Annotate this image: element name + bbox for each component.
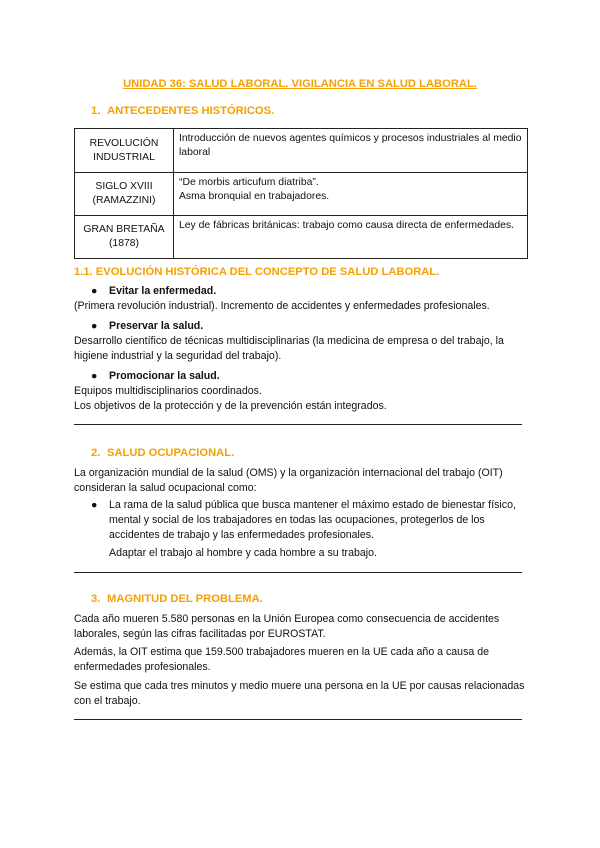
table-row — [75, 129, 528, 173]
bullet-label: Evitar la enfermedad. — [109, 285, 217, 297]
bullet-icon: ● — [91, 320, 98, 332]
table-cell-line: Ley de fábricas británicas: trabajo como causa directa de enfermedades. — [179, 220, 514, 231]
bullet-label: Preservar la salud. — [109, 320, 204, 332]
paragraph: La organización mundial de la salud (OMS) y la organización internacional del trabajo (OIT) consideran la salud ocupacional como: — [74, 467, 503, 494]
paragraph: Equipos multidisciplinarios coordinados. — [74, 385, 262, 397]
table-row — [75, 173, 528, 216]
section-2-heading-text: SALUD OCUPACIONAL. — [107, 447, 235, 459]
history-table — [74, 128, 528, 259]
list-item-text: La rama de la salud pública que busca mantener el máximo estado de bienestar físico, mental y social de los trabajadores en todas las ocupaciones, protegerlos de los accidentes de trabajo y las enfermedades profesionales. — [109, 499, 516, 541]
paragraph: Los objetivos de la protección y de la prevención están integrados. — [74, 400, 387, 412]
section-3-heading — [91, 592, 263, 607]
table-cell-line: “De morbis articufum diatriba”. — [179, 177, 319, 188]
section-3-heading-text: MAGNITUD DEL PROBLEMA. — [107, 593, 263, 605]
table-cell-period: REVOLUCIÓN INDUSTRIAL — [75, 129, 174, 173]
divider — [74, 719, 522, 720]
table-cell-description — [174, 129, 528, 173]
section-3-number: 3. — [91, 593, 101, 605]
bullet-promocionar — [91, 369, 220, 384]
divider — [74, 572, 522, 573]
section-1-heading — [91, 104, 274, 119]
table-cell-period: SIGLO XVIII (RAMAZZINI) — [75, 173, 174, 216]
section-2-heading — [91, 446, 234, 461]
page-title: UNIDAD 36: SALUD LABORAL. VIGILANCIA EN SALUD LABORAL. — [123, 78, 477, 90]
table-cell-line: Asma bronquial en trabajadores. — [179, 191, 330, 202]
section-1-1-heading: 1.1. EVOLUCIÓN HISTÓRICA DEL CONCEPTO DE SALUD LABORAL. — [74, 266, 440, 278]
divider — [74, 424, 522, 425]
paragraph: (Primera revolución industrial). Incremento de accidentes y enfermedades profesionales. — [74, 300, 490, 312]
paragraph: Adaptar el trabajo al hombre y cada hombre a su trabajo. — [109, 547, 377, 559]
table-cell-description — [174, 216, 528, 259]
section-1-number: 1. — [91, 105, 101, 117]
paragraph: Cada año mueren 5.580 personas en la Unión Europea como consecuencia de accidentes laborales, según las cifras facilitadas por EUROSTAT. — [74, 613, 500, 640]
bullet-evitar — [91, 284, 216, 299]
table-cell-line: Introducción de nuevos agentes químicos y procesos industriales al medio laboral — [179, 133, 522, 158]
bullet-preservar — [91, 319, 203, 334]
table-cell-period: GRAN BRETAÑA (1878) — [75, 216, 174, 259]
bullet-icon: ● — [91, 370, 98, 382]
bullet-icon: ● — [91, 499, 98, 511]
section-1-heading-text: ANTECEDENTES HISTÓRICOS. — [107, 105, 275, 117]
paragraph: Desarrollo científico de técnicas multidisciplinarias (la medicina de empresa o del trabajo, la higiene industrial y la seguridad del trabajo). — [74, 335, 504, 362]
table-row — [75, 216, 528, 259]
paragraph: Además, la OIT estima que 159.500 trabajadores mueren en la UE cada año a causa de enfermedades profesionales. — [74, 646, 489, 673]
table-cell-description — [174, 173, 528, 216]
bullet-label: Promocionar la salud. — [109, 370, 220, 382]
bullet-icon: ● — [91, 285, 98, 297]
section-2-number: 2. — [91, 447, 101, 459]
paragraph: Se estima que cada tres minutos y medio muere una persona en la UE por causas relacionadas con el trabajo. — [74, 680, 525, 707]
